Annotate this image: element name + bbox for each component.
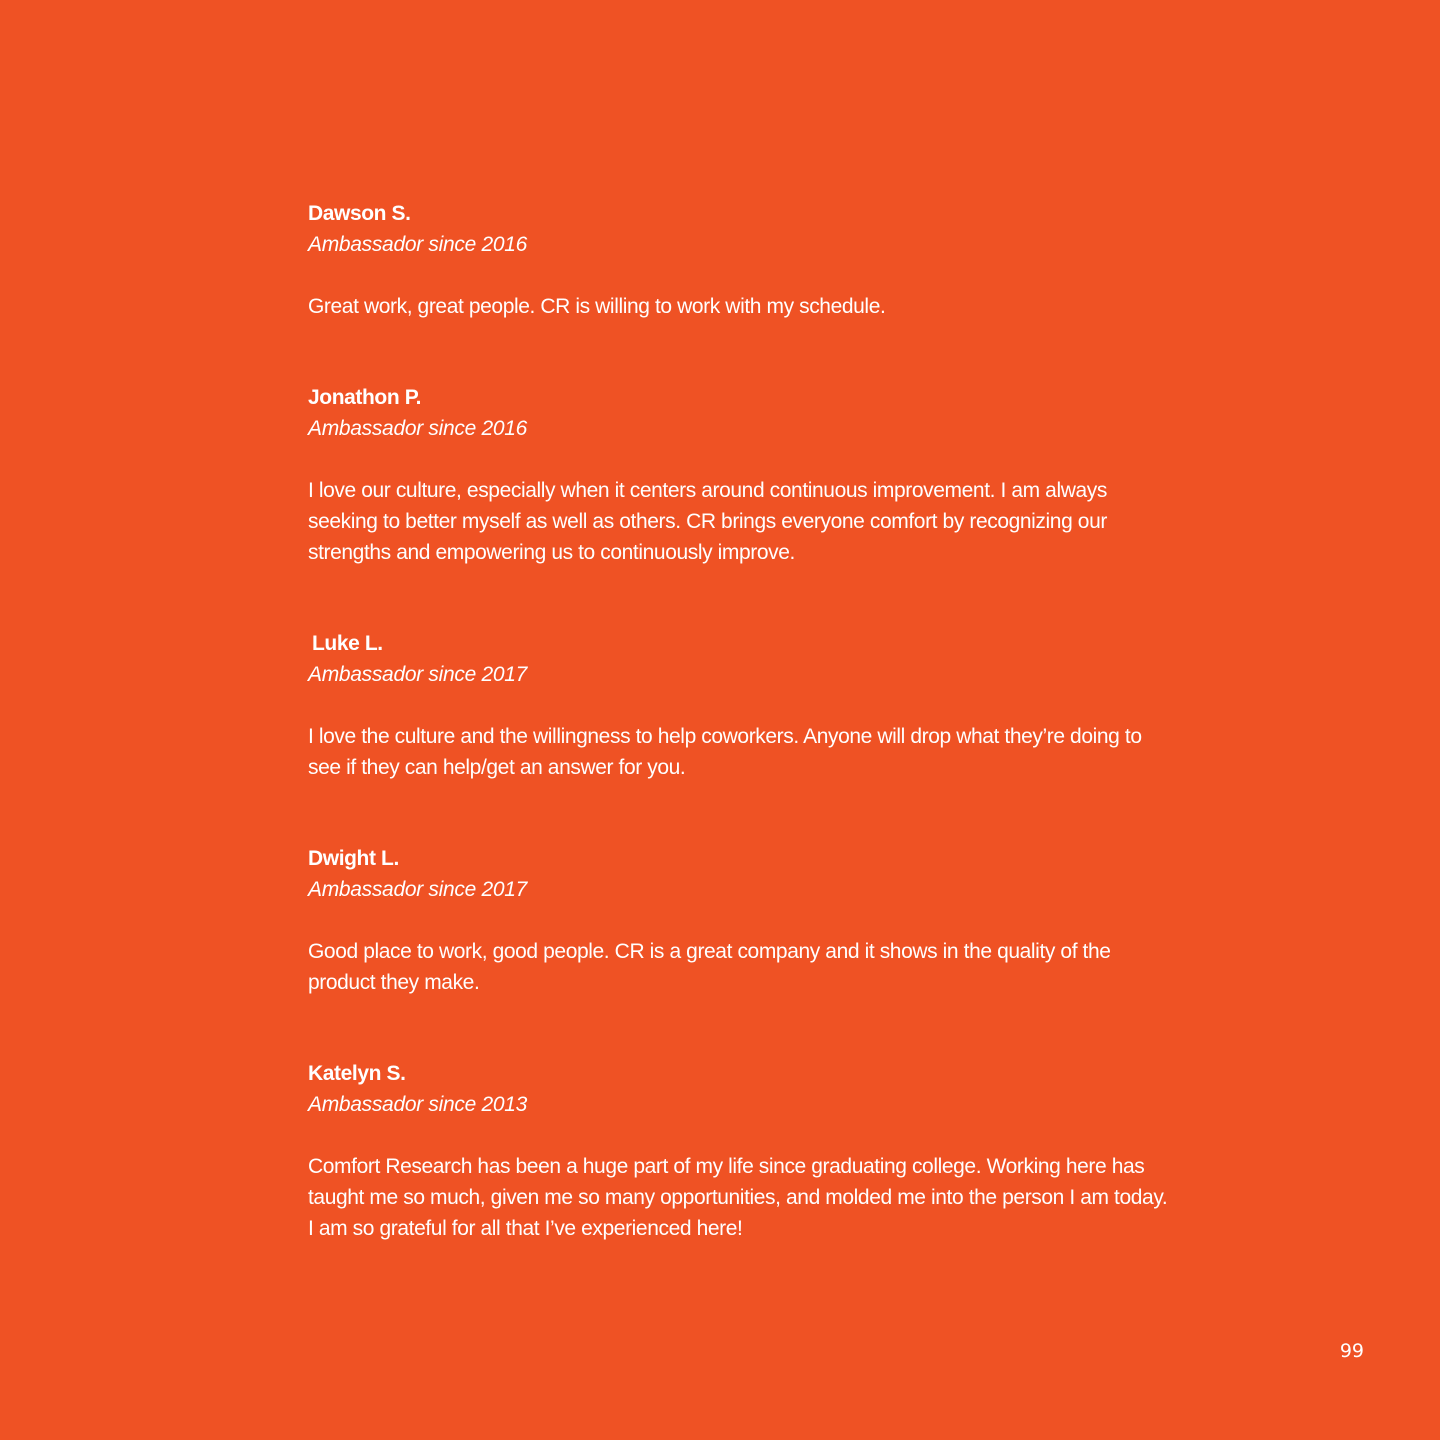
testimonial-name: Jonathon P. bbox=[308, 386, 422, 409]
testimonial-since: Ambassador since 2017 bbox=[308, 878, 527, 901]
testimonial-since: Ambassador since 2016 bbox=[308, 417, 527, 440]
testimonial-since: Ambassador since 2017 bbox=[308, 663, 527, 686]
testimonials-list bbox=[308, 198, 1168, 1244]
testimonial-dawson bbox=[308, 198, 1168, 322]
testimonial-dwight bbox=[308, 843, 1168, 998]
testimonial-name: Luke L. bbox=[312, 632, 383, 655]
testimonial-name: Dwight L. bbox=[308, 847, 399, 870]
testimonial-luke bbox=[308, 628, 1168, 783]
testimonial-quote: Great work, great people. CR is willing to work with my schedule. bbox=[308, 295, 886, 318]
testimonial-jonathon bbox=[308, 382, 1168, 568]
testimonial-quote: Good place to work, good people. CR is a great company and it shows in the quality of the product they make. bbox=[308, 940, 1111, 994]
testimonial-name: Dawson S. bbox=[308, 202, 411, 225]
testimonial-quote: I love our culture, especially when it centers around continuous improvement. I am always seeking to better myself as well as others. CR brings everyone comfort by recognizing our strengths and empowering us to continuously improve. bbox=[308, 479, 1107, 564]
testimonial-since: Ambassador since 2016 bbox=[308, 233, 527, 256]
page-number: 99 bbox=[1339, 1340, 1364, 1362]
testimonial-quote: I love the culture and the willingness to help coworkers. Anyone will drop what they’re doing to see if they can help/get an answer for you. bbox=[308, 725, 1142, 779]
testimonial-katelyn bbox=[308, 1058, 1168, 1244]
testimonial-name: Katelyn S. bbox=[308, 1062, 406, 1085]
testimonial-since: Ambassador since 2013 bbox=[308, 1093, 527, 1116]
testimonial-quote: Comfort Research has been a huge part of my life since graduating college. Working here has taught me so much, given me so many opportunities, and molded me into the person I am today. I am so grateful for all that I’ve experienced here! bbox=[308, 1155, 1168, 1240]
